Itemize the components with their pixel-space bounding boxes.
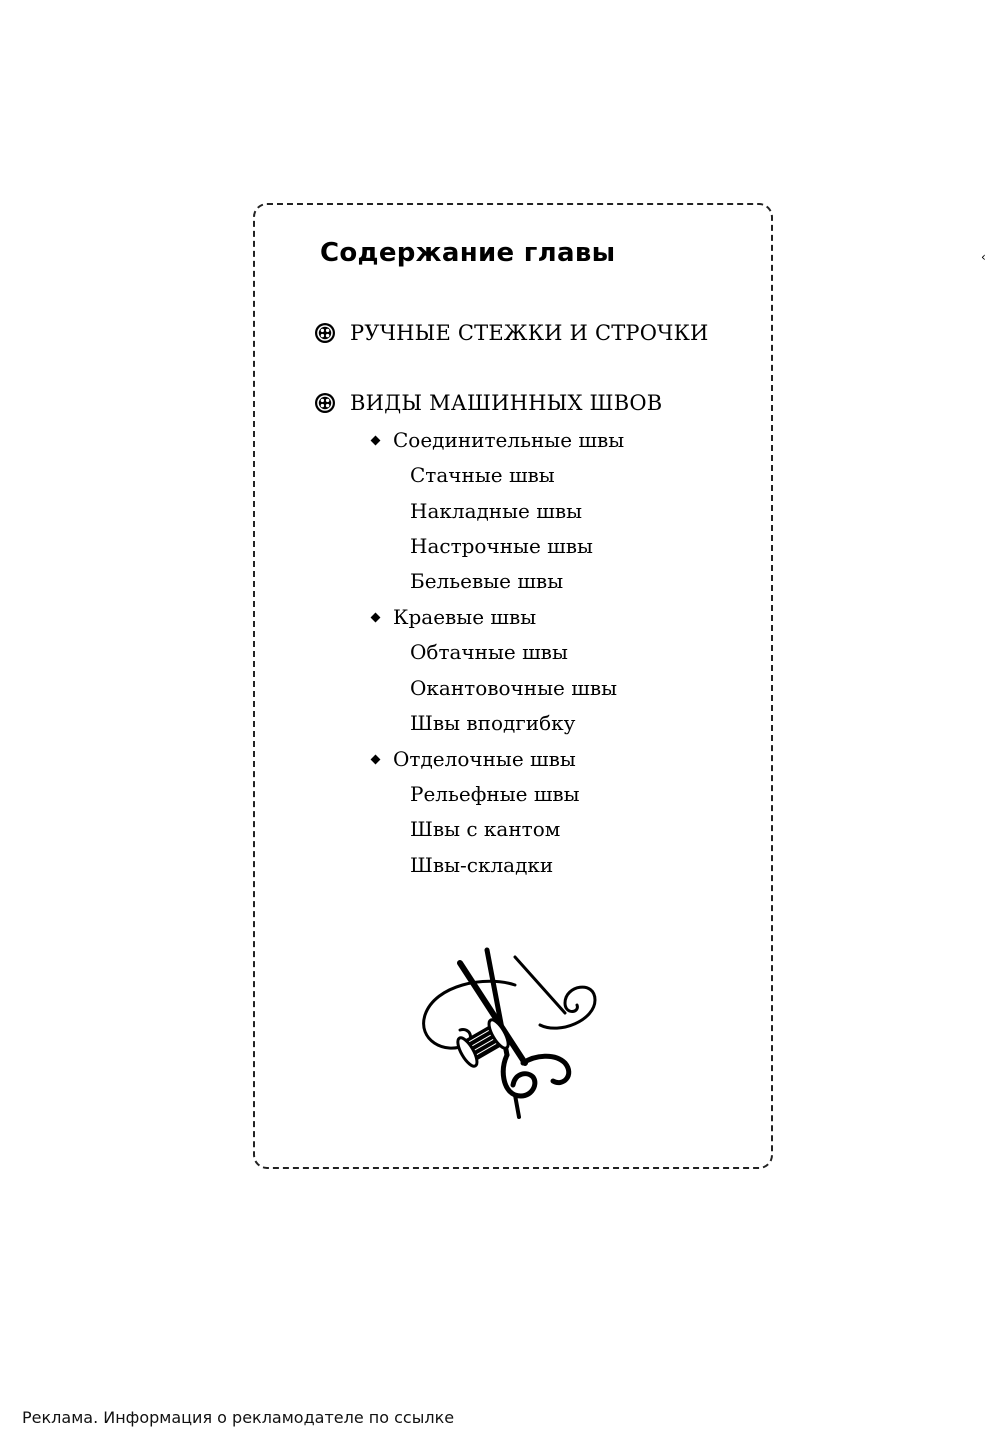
page-edge-mark: ‹ [981, 250, 986, 264]
contents-item: Бельевые швы [410, 569, 564, 593]
contents-item: Накладные швы [410, 499, 583, 523]
scissors-thread-spool-icon [415, 945, 605, 1125]
contents-item: Обтачные швы [410, 640, 568, 664]
contents-item: Швы вподгибку [410, 711, 576, 735]
subsection-connecting-seams [370, 428, 624, 452]
contents-item: Рельефные швы [410, 782, 580, 806]
button-icon [314, 392, 336, 414]
contents-item: Стачные швы [410, 463, 555, 487]
diamond-bullet-icon [371, 754, 381, 764]
button-icon [314, 322, 336, 344]
contents-item: Швы-складки [410, 853, 554, 877]
section-machine-seams [314, 391, 662, 415]
contents-item: Настрочные швы [410, 534, 593, 558]
contents-item: Швы с кантом [410, 817, 561, 841]
chapter-contents-title: Содержание главы [320, 238, 616, 268]
subsection-label: Отделочные швы [393, 747, 576, 771]
subsection-label: Соединительные швы [393, 428, 625, 452]
section-hand-stitches [314, 321, 709, 345]
subsection-finishing-seams [370, 747, 576, 771]
diamond-bullet-icon [371, 435, 381, 445]
subsection-label: Краевые швы [393, 605, 537, 629]
advertisement-notice[interactable]: Реклама. Информация о рекламодателе по ссылке [22, 1408, 455, 1427]
subsection-edge-seams [370, 605, 536, 629]
section-label: РУЧНЫЕ СТЕЖКИ И СТРОЧКИ [350, 321, 709, 345]
diamond-bullet-icon [371, 612, 381, 622]
contents-item: Окантовочные швы [410, 676, 617, 700]
section-label: ВИДЫ МАШИННЫХ ШВОВ [350, 391, 663, 415]
